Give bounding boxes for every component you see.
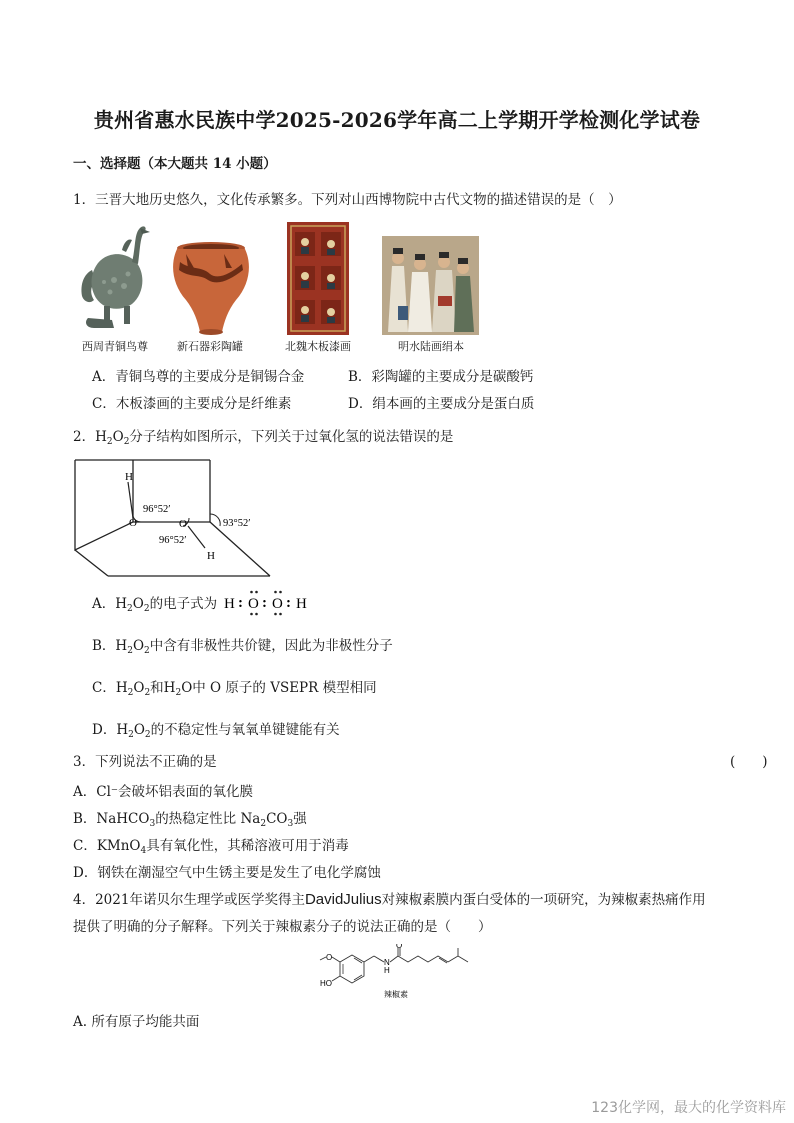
oxygen-label-2: O: [179, 518, 187, 530]
q2-option-b: B．$H_2O_2$中含有非极性共价键，因此为非极性分子: [92, 638, 393, 656]
q4-option-a: A. 所有原子均能共面: [73, 1014, 200, 1030]
benzene-ring: [340, 955, 364, 983]
caption-pottery-jar: 新石器彩陶罐: [177, 340, 243, 353]
question-3-stem: 3．下列说法不正确的是: [73, 754, 217, 770]
q3-option-b: B．NaHCO$_3$的热稳定性比 $Na_2CO_3$强: [73, 811, 307, 829]
svg-text::: :: [286, 595, 291, 611]
painted-pottery-jar-image: [166, 240, 256, 336]
bronze-bird-vessel-image: [74, 222, 156, 334]
caption-lacquer-panel: 北魏木板漆画: [285, 340, 351, 353]
capsaicin-structure: [318, 944, 478, 1002]
q2-option-a: A．$H_2O_2$的电子式为: [92, 596, 218, 614]
question-1-stem: 1．三晋大地历史悠久，文化传承繁多。下列对山西博物院中古代文物的描述错误的是（ ）: [73, 192, 622, 208]
svg-text:O: O: [272, 596, 283, 612]
svg-text:O: O: [248, 596, 259, 612]
svg-text::: :: [238, 595, 243, 611]
silk-painting-image: [382, 236, 479, 335]
q2-option-c: C．$H_2O_2$和$H_2O$中 O 原子的 VSEPR 模型相同: [92, 680, 377, 698]
q1-option-c: C．木板漆画的主要成分是纤维素: [92, 396, 292, 412]
caption-silk-painting: 明水陆画绢本: [398, 340, 464, 353]
oxygen-label-1: O: [129, 517, 137, 529]
question-2-stem: 2．$H_2O_2$分子结构如图所示，下列关于过氧化氢的说法错误的是: [73, 429, 454, 447]
svg-text:H: H: [384, 966, 390, 975]
q1-option-d: D．绢本画的主要成分是蛋白质: [348, 396, 535, 412]
question-4-stem-line2: 提供了明确的分子解释。下列关于辣椒素分子的说法正确的是（ ）: [73, 919, 492, 935]
svg-text:O: O: [326, 953, 333, 962]
o-h-bond-2: [188, 526, 205, 548]
h2o2-lewis-structure: [224, 588, 314, 616]
svg-text:H: H: [296, 596, 307, 612]
caption-bronze-vessel: 西周青铜鸟尊: [82, 340, 148, 353]
q2-option-d: D．$H_2O_2$的不稳定性与氧氧单键键能有关: [92, 722, 340, 740]
question-4-stem-line1: 4．2021年诺贝尔生理学或医学奖得主DavidJulius对辣椒素膜内蛋白受体的一项研究，为辣椒素热痛作用: [73, 891, 706, 908]
q3-option-d: D．钢铁在潮湿空气中生锈主要是发生了电化学腐蚀: [73, 865, 381, 881]
q3-option-c: C．KMnO$_4$具有氧化性，其稀溶液可用于消毒: [73, 838, 349, 856]
q3-option-a: A．Cl⁻会破坏铝表面的氧化膜: [73, 784, 254, 800]
page-title: 贵州省惠水民族中学2025-2026学年高二上学期开学检测化学试卷: [93, 108, 701, 132]
hydrogen-label-2: H: [207, 550, 215, 562]
bond-angle-label-2: 96°52′: [159, 535, 187, 546]
dihedral-angle-label: 93°52′: [223, 518, 251, 529]
svg-text:O: O: [396, 944, 403, 950]
site-watermark: 123化学网，最大的化学资料库: [591, 1100, 786, 1116]
svg-text::: :: [262, 595, 267, 611]
svg-text:N: N: [384, 958, 390, 967]
svg-text:H: H: [224, 596, 235, 612]
q1-option-a: A．青铜鸟尊的主要成分是铜锡合金: [92, 369, 305, 385]
answer-bracket: ( ): [730, 754, 768, 770]
svg-text:HO: HO: [320, 979, 332, 988]
bottom-plane-right: [210, 522, 270, 576]
q1-option-b: B．彩陶罐的主要成分是碳酸钙: [348, 369, 534, 385]
hydrogen-label-1: H: [125, 471, 133, 483]
h2o2-structure-diagram: [73, 458, 273, 580]
o-h-bond-1: [128, 482, 133, 518]
lacquer-wood-panel-image: [287, 222, 349, 335]
capsaicin-label: 辣椒素: [384, 990, 408, 999]
section-heading: 一、选择题（本大题共 14 小题）: [73, 156, 277, 172]
bond-angle-label-1: 96°52′: [143, 504, 171, 515]
